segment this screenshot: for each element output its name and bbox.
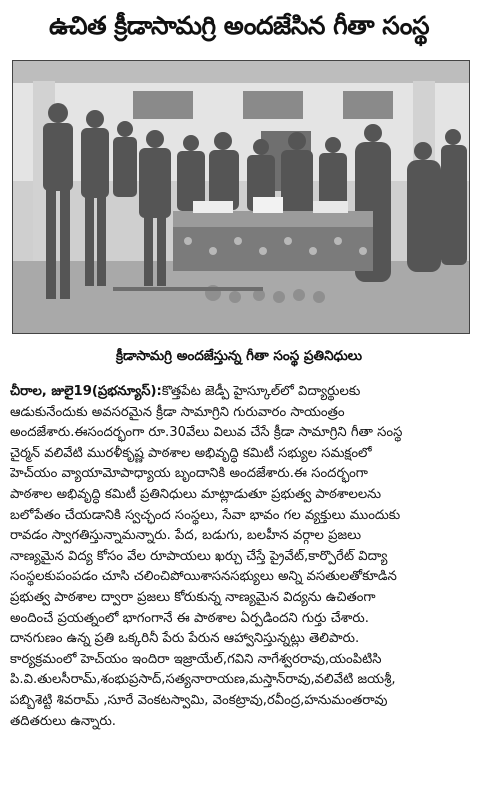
article-line: కార్యక్రమంలో హెచ్‌యం ఇందిరా ఇజ్రాయేల్,గవిని నాగేశ్వరరావు,యంపిటిసి: [10, 651, 382, 667]
article-line: దానగుణం ఉన్న ప్రతి ఒక్కరినీ పేరు పేరున ఆహ్వానిస్తున్నట్లు తెలిపారు.: [10, 631, 360, 647]
article-body: [10, 382, 472, 798]
news-photo: [12, 60, 470, 334]
article-line: ఆడుకునేందుకు అవసరమైన క్రీడా సామాగ్రిని గురువారం సాయంత్రం: [10, 404, 345, 420]
article-line: రావడం స్వాగతిస్తున్నామన్నారు. పేద, బడుగు, బలహీన వర్గాల ప్రజలు: [10, 528, 362, 544]
article-text: కొత్తపేట జెడ్పీ హైస్కూల్‌లో విద్యార్థులకు: [161, 384, 361, 399]
article-line: అందించే ప్రయత్నంలో భాగంగానే ఈ పాఠశాల ఏర్పడిందని గుర్తు చేశారు.: [10, 610, 369, 626]
article-line: తదితరులు ఉన్నారు.: [10, 713, 116, 729]
article-line-1: [10, 382, 472, 403]
article-dateline: చీరాల, జులై19(ప్రభన్యూస్):: [10, 384, 162, 399]
headline: ఉచిత క్రీడాసామగ్రి అందజేసిన గీతా సంస్థ: [48, 11, 430, 40]
photo-caption: క్రీడాసామగ్రి అందజేస్తున్న గీతా సంస్థ ప్రతినిధులు: [115, 348, 363, 364]
article-line: నాణ్యమైన విద్య కోసం వేల రూపాయలు ఖర్చు చేస్తే ప్రైవేట్,కార్పొరేట్ విద్యా: [10, 548, 388, 564]
article-line: ప్రభుత్వ పాఠశాల ద్వారా ప్రజలు కోరుకున్న నాణ్యమైన విద్యను ఉచితంగా: [10, 589, 376, 605]
article-line: పబ్బిశెట్టి శివరామ్ ,సూరే వెంకటస్వామి, వెంకట్రావు,రవీంద్ర,హనుమంతరావు: [10, 692, 388, 708]
article-line: సంస్థలకుపంపడం చూసి చలించిపోయిశాసనసభ్యులు అన్ని వసతులతోకూడిన: [10, 569, 397, 585]
article-line: పి.వి.తులసీరామ్,శంభుప్రసాద్,సత్యనారాయణ,మస్తాన్‌రావు,వలివేటి జయశ్రీ,: [10, 672, 396, 688]
news-clipping: [4, 4, 474, 802]
article-line: చైర్మన్ వలివేటి మురళీకృష్ణ పాఠశాల అభివృద్ధి కమిటీ సభ్యుల సమక్షంలో: [10, 445, 372, 461]
article-line: పాఠశాల అభివృద్ధి కమిటీ ప్రతినిధులు మాట్లాడుతూ ప్రభుత్వ పాఠశాలలను: [10, 486, 382, 502]
article-line: హెచ్‌యం వ్యాయామోపాధ్యాయ బృందానికి అందజేశారు.ఈ సందర్భంగా: [10, 466, 368, 482]
article-line: బలోపేతం చేయడానికి స్వచ్ఛంద సంస్థలు, సేవా భావం గల వ్యక్తులు ముందుకు: [10, 507, 401, 523]
photo-illustration: [13, 61, 469, 333]
article-line: అందజేశారు.ఈసందర్భంగా రూ.30వేలు విలువ చేసే క్రీడా సామాగ్రిని గీతా సంస్థ: [10, 425, 403, 441]
